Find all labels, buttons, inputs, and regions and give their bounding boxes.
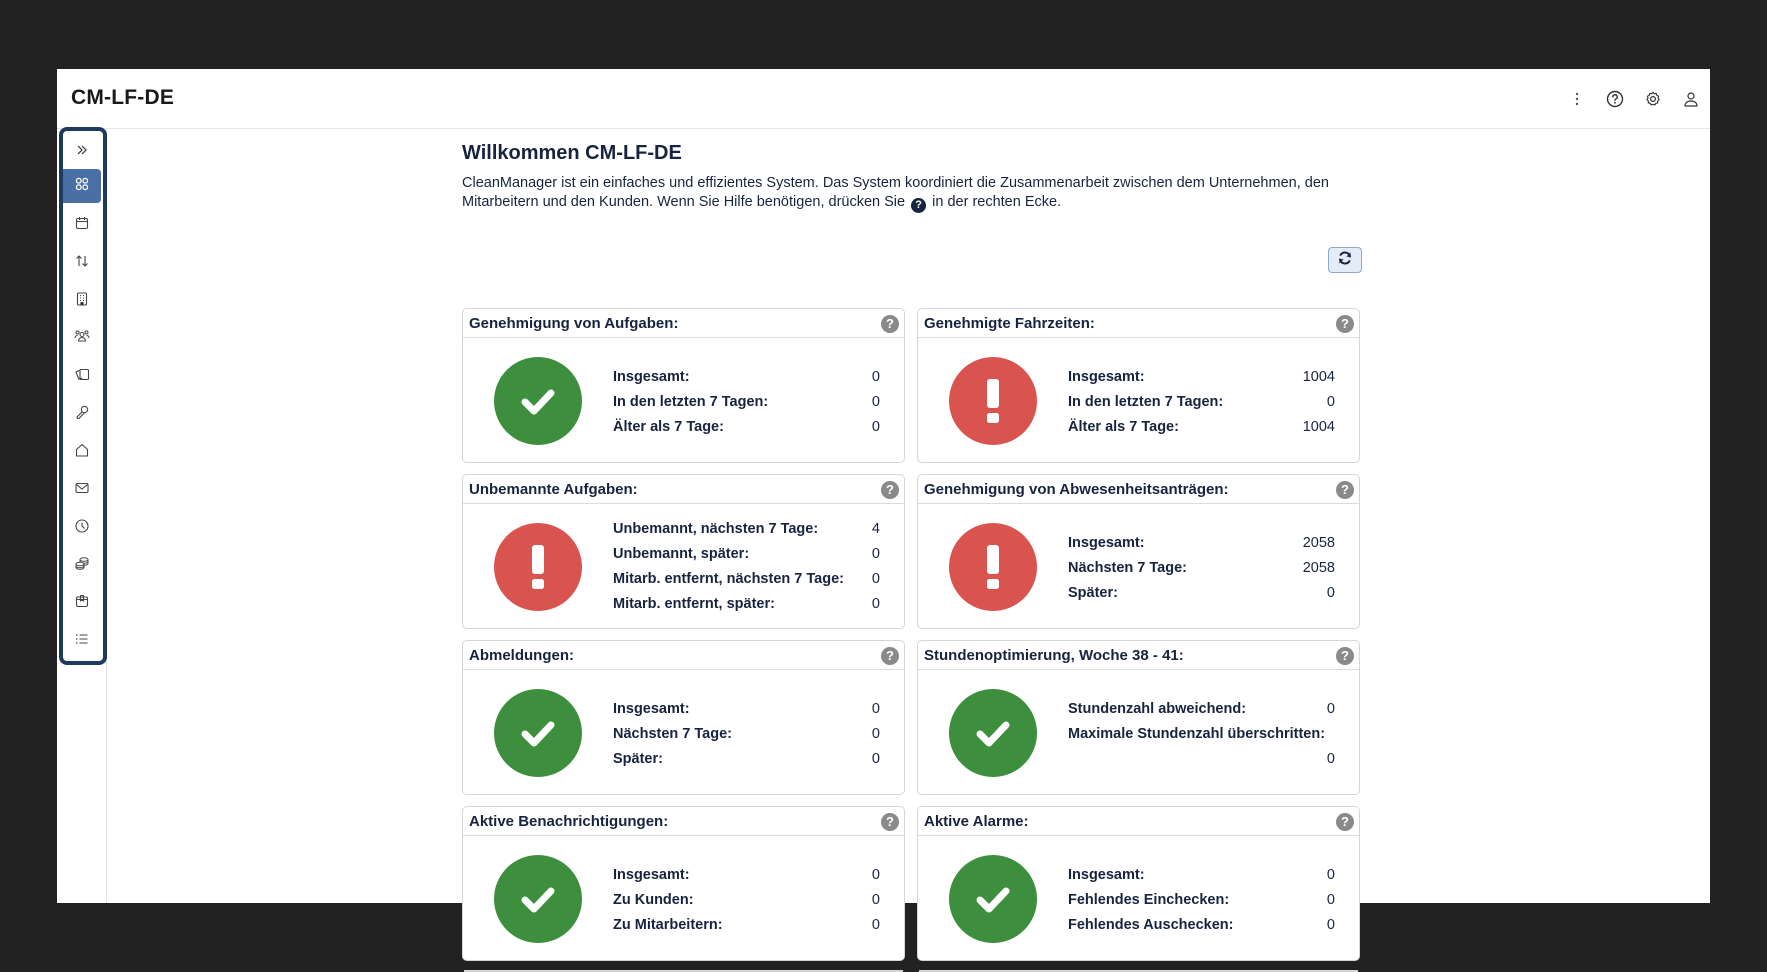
sidebar-item-users[interactable] xyxy=(63,321,101,355)
stat-row: Unbemannt, nächsten 7 Tage: 4 xyxy=(613,521,880,537)
sidebar-item-home[interactable] xyxy=(63,435,101,469)
status-ok-icon xyxy=(949,689,1037,777)
stat-row: Fehlendes Einchecken: 0 xyxy=(1068,892,1335,908)
stat-row: Insgesamt: 0 xyxy=(613,867,880,883)
sidebar-item-dashboard[interactable] xyxy=(63,169,101,203)
status-alert-icon xyxy=(494,523,582,611)
card-task-approval xyxy=(462,308,905,463)
list-icon xyxy=(74,631,90,652)
grid-icon xyxy=(74,176,90,197)
sidebar-expand-toggle[interactable] xyxy=(63,135,101,169)
stat-row: Fehlendes Auschecken: 0 xyxy=(1068,917,1335,933)
sidebar-item-messages[interactable] xyxy=(63,473,101,507)
status-alert-icon xyxy=(949,357,1037,445)
card-title: Genehmigung von Aufgaben: xyxy=(469,315,679,332)
stat-row: Später: 0 xyxy=(1068,585,1335,601)
cards-icon xyxy=(74,366,90,387)
help-icon[interactable]: ? xyxy=(881,481,899,499)
card-cancellations xyxy=(462,640,905,795)
card-travel-times xyxy=(917,308,1360,463)
card-absence-approval xyxy=(917,474,1360,629)
sidebar-item-lists[interactable] xyxy=(63,624,101,658)
stat-row: Zu Kunden: 0 xyxy=(613,892,880,908)
card-unstaffed-tasks xyxy=(462,474,905,629)
sidebar-item-time[interactable] xyxy=(63,511,101,545)
stat-row: Insgesamt: 1004 xyxy=(1068,369,1335,385)
gear-icon[interactable] xyxy=(1634,87,1672,111)
stat-row: Insgesamt: 0 xyxy=(613,369,880,385)
stat-row: Mitarb. entfernt, später: 0 xyxy=(613,596,880,612)
help-icon[interactable]: ? xyxy=(1336,813,1354,831)
help-icon[interactable]: ? xyxy=(881,647,899,665)
stat-row: Unbemannt, später: 0 xyxy=(613,546,880,562)
sidebar xyxy=(59,127,107,665)
sidebar-item-inventory[interactable] xyxy=(63,586,101,620)
status-ok-icon xyxy=(494,689,582,777)
help-icon[interactable]: ? xyxy=(1336,481,1354,499)
card-title: Abmeldungen: xyxy=(469,647,574,664)
card-title: Aktive Alarme: xyxy=(924,813,1029,830)
help-icon[interactable]: ? xyxy=(1336,315,1354,333)
stat-row: Insgesamt: 2058 xyxy=(1068,535,1335,551)
card-title: Aktive Benachrichtigungen: xyxy=(469,813,669,830)
stat-row: Insgesamt: 0 xyxy=(613,701,880,717)
stat-row: Maximale Stundenzahl überschritten: 0 xyxy=(1068,726,1335,767)
stat-row: Stundenzahl abweichend: 0 xyxy=(1068,701,1335,717)
top-bar xyxy=(57,69,1710,129)
clock-icon xyxy=(74,518,90,539)
sidebar-item-cards[interactable] xyxy=(63,359,101,393)
card-title: Stundenoptimierung, Woche 38 - 41: xyxy=(924,647,1184,664)
key-icon xyxy=(74,404,90,425)
help-icon[interactable]: ? xyxy=(881,813,899,831)
card-title: Genehmigte Fahrzeiten: xyxy=(924,315,1095,332)
stat-row: Zu Mitarbeitern: 0 xyxy=(613,917,880,933)
top-bar-actions xyxy=(1558,87,1710,111)
stat-row: Älter als 7 Tage: 1004 xyxy=(1068,419,1335,435)
stat-row: Nächsten 7 Tage: 0 xyxy=(613,726,880,742)
stat-row: Mitarb. entfernt, nächsten 7 Tage: 0 xyxy=(613,571,880,587)
sidebar-item-keys[interactable] xyxy=(63,397,101,431)
status-ok-icon xyxy=(494,357,582,445)
stat-row: In den letzten 7 Tagen: 0 xyxy=(613,394,880,410)
help-circle-icon[interactable] xyxy=(1596,87,1634,111)
more-vertical-icon[interactable] xyxy=(1558,87,1596,111)
sort-arrows-icon xyxy=(74,253,90,274)
stat-row: Älter als 7 Tage: 0 xyxy=(613,419,880,435)
app-window xyxy=(57,69,1710,933)
refresh-button[interactable] xyxy=(1328,247,1362,273)
refresh-icon xyxy=(1337,250,1353,271)
card-title: Genehmigung von Abwesenheitsanträgen: xyxy=(924,481,1229,498)
card-active-notifications xyxy=(462,806,905,961)
status-ok-icon xyxy=(949,855,1037,943)
stat-row: Später: 0 xyxy=(613,751,880,767)
welcome-description: CleanManager ist ein einfaches und effizientes System. Das System koordiniert die Zusammenarbeit zwischen dem Unternehmen, den Mitarbeitern und den Kunden. Wenn Sie Hilfe benötigen, drücken Sie ? in der rechten Ecke. xyxy=(462,175,1329,211)
building-icon xyxy=(74,291,90,312)
coins-icon xyxy=(74,555,90,576)
help-icon[interactable]: ? xyxy=(881,315,899,333)
help-inline-icon: ? xyxy=(911,198,926,213)
sidebar-item-buildings[interactable] xyxy=(63,284,101,318)
box-icon xyxy=(74,593,90,614)
status-ok-icon xyxy=(494,855,582,943)
calendar-icon xyxy=(74,215,90,236)
user-icon[interactable] xyxy=(1672,87,1710,111)
status-alert-icon xyxy=(949,523,1037,611)
sidebar-item-calendar[interactable] xyxy=(63,208,101,242)
stat-row: In den letzten 7 Tagen: 0 xyxy=(1068,394,1335,410)
stat-row: Insgesamt: 0 xyxy=(1068,867,1335,883)
home-icon xyxy=(74,442,90,463)
app-title: CM-LF-DE xyxy=(71,86,175,109)
page-title: Willkommen CM-LF-DE xyxy=(462,142,682,164)
stat-row: Nächsten 7 Tage: 2058 xyxy=(1068,560,1335,576)
card-active-alarms xyxy=(917,806,1360,961)
mail-icon xyxy=(74,480,90,501)
sidebar-item-finance[interactable] xyxy=(63,548,101,582)
card-title: Unbemannte Aufgaben: xyxy=(469,481,638,498)
sidebar-item-sort[interactable] xyxy=(63,246,101,280)
chevrons-right-icon xyxy=(74,142,90,163)
card-hours-optimization xyxy=(917,640,1360,795)
help-icon[interactable]: ? xyxy=(1336,647,1354,665)
users-icon xyxy=(74,328,90,349)
